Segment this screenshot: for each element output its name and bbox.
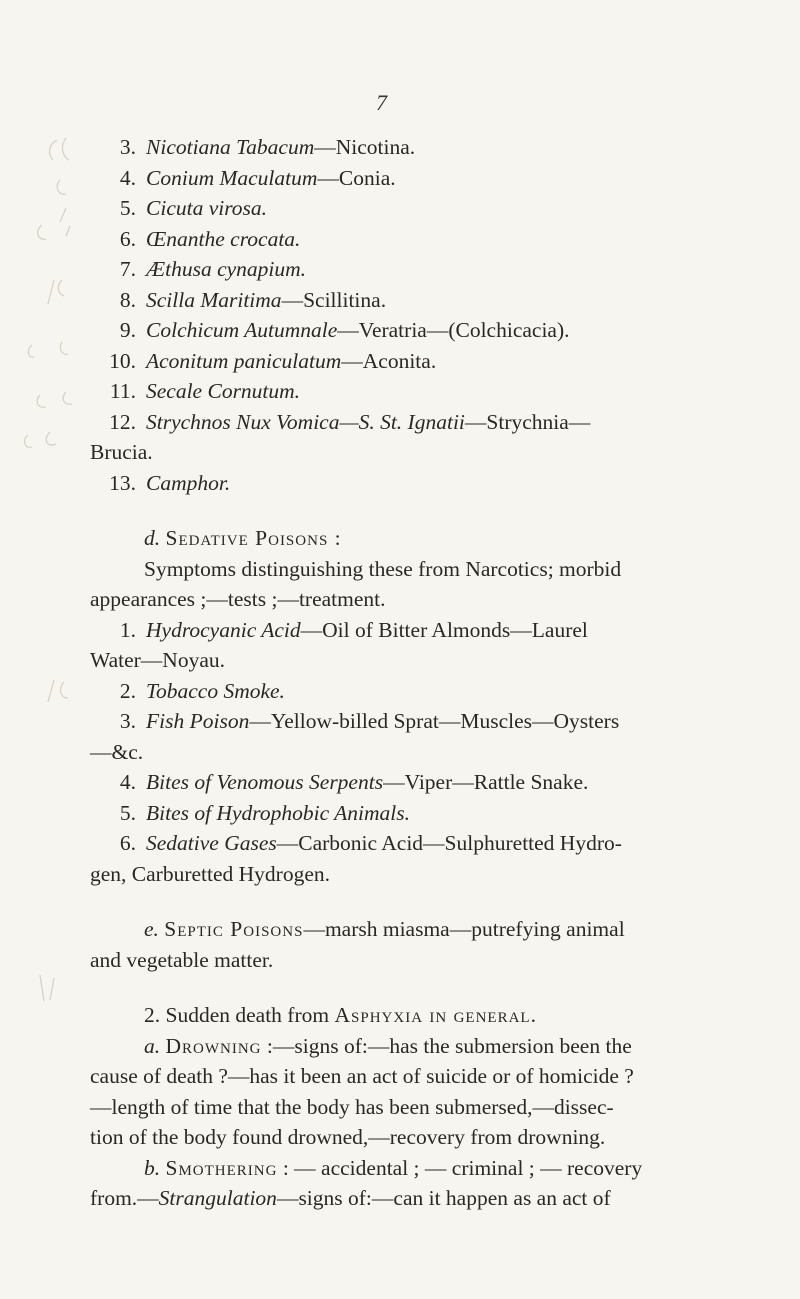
- list-item: [90, 315, 740, 346]
- item-name: Conium Maculatum: [146, 165, 318, 190]
- list-item-continuation: gen, Carburetted Hydrogen.: [90, 861, 331, 886]
- list-item: [90, 224, 740, 255]
- list-item: [90, 163, 740, 194]
- section-title: Septic Poisons: [164, 917, 304, 941]
- list-item: [90, 285, 740, 316]
- item-name: Camphor.: [146, 470, 231, 495]
- item-number: 7.: [119, 257, 136, 281]
- list-item: [90, 468, 740, 499]
- item-name: Nicotiana Tabacum: [146, 135, 315, 159]
- list-item-continuation: Brucia.: [90, 440, 153, 464]
- item-detail: —Oil of Bitter Almonds—Laurel: [300, 617, 588, 642]
- list-item: [90, 346, 740, 377]
- item-detail: —Scillitina.: [281, 287, 387, 312]
- item-name: Bites of Venomous Serpents: [146, 770, 384, 794]
- page-number: 7: [376, 90, 387, 115]
- section-heading: [90, 914, 740, 945]
- drowning-paragraph-line: [90, 1031, 740, 1062]
- section-letter: d.: [144, 526, 161, 550]
- paragraph-text: from.—: [90, 1186, 159, 1210]
- asphyxia-section: [90, 1000, 740, 1214]
- section-heading: [90, 1000, 740, 1031]
- item-name: Colchicum Autumnale: [146, 318, 338, 342]
- list-item: [90, 376, 740, 407]
- item-number: 5.: [119, 196, 136, 220]
- smothering-paragraph-line: [90, 1153, 740, 1184]
- subsection-letter: b.: [144, 1155, 161, 1180]
- item-number: 5.: [119, 800, 136, 825]
- item-name: Aconitum paniculatum: [146, 348, 342, 373]
- narcotic-poisons-list: [90, 132, 740, 498]
- item-number: 2.: [119, 678, 136, 703]
- item-number: 6.: [119, 831, 136, 855]
- item-name: Tobacco Smoke.: [146, 678, 285, 703]
- sedative-poisons-section: [90, 523, 740, 889]
- septic-poisons-section: [90, 914, 740, 975]
- item-number: 9.: [119, 318, 136, 342]
- item-name: Æthusa cynapium.: [146, 257, 307, 281]
- list-item: [90, 615, 740, 646]
- drowning-paragraph-line: —length of time that the body has been submersed,—dissec-: [90, 1094, 614, 1119]
- list-item: [90, 828, 740, 859]
- drowning-paragraph-line: tion of the body found drowned,—recovery from drowning.: [90, 1125, 606, 1149]
- item-name: Scilla Maritima: [146, 287, 282, 312]
- item-detail: —Strychnia—: [464, 409, 591, 434]
- page-body: [90, 132, 740, 1214]
- item-detail: —Aconita.: [341, 348, 437, 373]
- item-name: Secale Cornutum.: [146, 379, 301, 403]
- item-name: Cicuta virosa.: [146, 196, 268, 220]
- faded-margin-annotations: [2, 130, 82, 1230]
- item-number: 1.: [119, 617, 136, 642]
- item-number: 10.: [109, 348, 136, 373]
- item-number: 11.: [109, 379, 136, 403]
- section-intro: 2. Sudden death from: [144, 1003, 330, 1027]
- item-name: Hydrocyanic Acid: [146, 617, 301, 642]
- paragraph-text: : — accidental ; — criminal ; — recovery: [277, 1155, 643, 1180]
- subsection-letter: a.: [144, 1033, 161, 1058]
- item-number: 12.: [109, 409, 136, 434]
- list-item-continuation: Water—Noyau.: [90, 648, 225, 672]
- item-number: 8.: [119, 287, 136, 312]
- item-number: 6.: [119, 226, 136, 251]
- list-item: [90, 706, 740, 737]
- section-text-continuation: and vegetable matter.: [90, 947, 274, 972]
- item-number: 3.: [119, 709, 136, 733]
- paragraph-text: —signs of:—can it happen as an act of: [276, 1186, 611, 1210]
- item-detail: —Nicotina.: [314, 135, 416, 159]
- item-detail: —Viper—Rattle Snake.: [383, 770, 589, 794]
- item-number: 4.: [119, 770, 136, 794]
- list-item-continuation: —&c.: [90, 739, 144, 764]
- section-intro-line: appearances ;—tests ;—treatment.: [90, 587, 386, 611]
- list-item: [90, 132, 740, 163]
- section-text: —marsh miasma—putrefying animal: [303, 917, 625, 941]
- item-number: 4.: [119, 165, 136, 190]
- section-title: Asphyxia in general.: [334, 1003, 537, 1027]
- drowning-paragraph-line: cause of death ?—has it been an act of suicide or of homicide ?: [90, 1064, 634, 1088]
- subsection-title: Smothering: [165, 1155, 278, 1180]
- item-number: 13.: [109, 470, 136, 495]
- item-number: 3.: [119, 135, 136, 159]
- item-name: Fish Poison: [146, 709, 250, 733]
- section-title: Sedative Poisons :: [165, 526, 342, 550]
- list-item: [90, 676, 740, 707]
- item-name: Sedative Gases: [146, 831, 277, 855]
- item-name: Œnanthe crocata.: [146, 226, 301, 251]
- section-intro-line: Symptoms distinguishing these from Narcotics; morbid: [144, 556, 622, 581]
- paragraph-text: :—signs of:—has the submersion been the: [261, 1033, 632, 1058]
- item-detail: —Yellow-billed Sprat—Muscles—Oysters: [249, 709, 620, 733]
- item-detail: —Carbonic Acid—Sulphuretted Hydro-: [276, 831, 622, 855]
- section-heading: [90, 523, 740, 554]
- strangulation-term: Strangulation: [158, 1186, 277, 1210]
- list-item: [90, 798, 740, 829]
- list-item: [90, 407, 740, 438]
- item-detail: —Conia.: [317, 165, 396, 190]
- smothering-paragraph-line: [90, 1183, 740, 1214]
- subsection-title: Drowning: [165, 1033, 262, 1058]
- item-detail: —Veratria—(Colchicacia).: [337, 318, 570, 342]
- list-item: [90, 193, 740, 224]
- item-name: Strychnos Nux Vomica—S. St. Ignatii: [146, 409, 465, 434]
- list-item: [90, 254, 740, 285]
- section-letter: e.: [144, 917, 159, 941]
- item-name: Bites of Hydrophobic Animals.: [146, 800, 410, 825]
- list-item: [90, 767, 740, 798]
